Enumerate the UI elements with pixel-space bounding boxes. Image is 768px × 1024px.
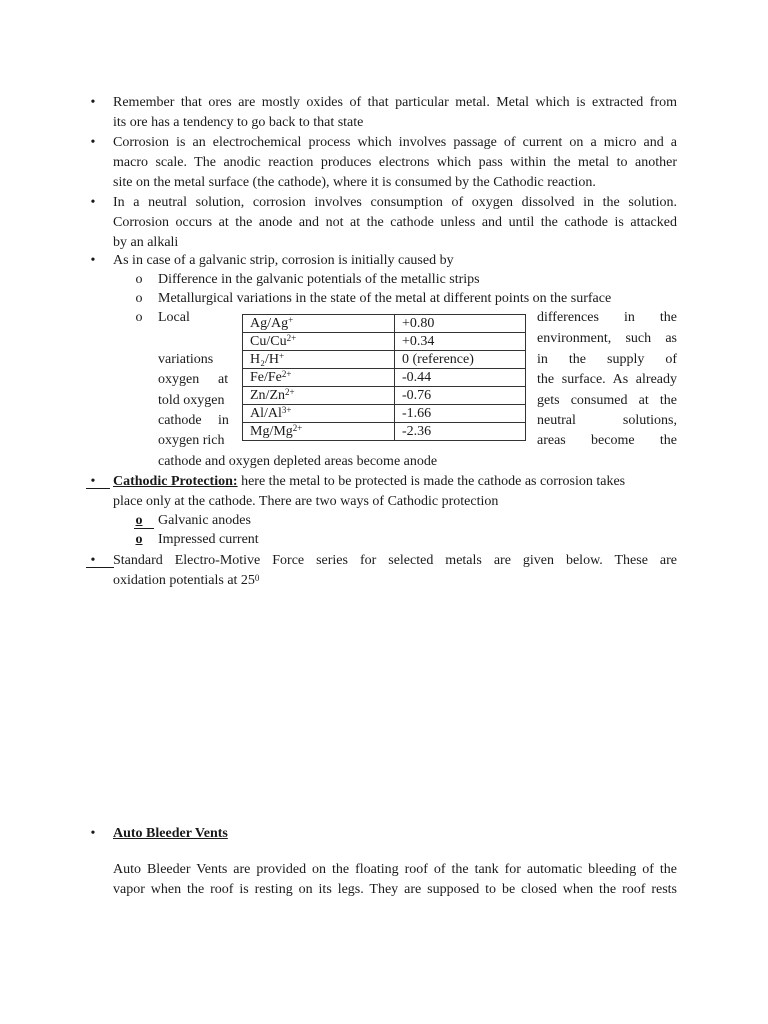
paragraph-line: by an alkali: [113, 235, 179, 250]
table-row: [243, 333, 526, 351]
sub-bullet-marker: o: [135, 291, 143, 306]
wrapped-text-right: environment, such as: [537, 331, 677, 346]
sub-item: Difference in the galvanic potentials of the metallic strips: [158, 272, 480, 287]
table-cell-couple: Ag/Ag+: [243, 315, 395, 333]
wrapped-text-right: in the supply of: [537, 352, 677, 367]
auto-bleeder-heading: Auto Bleeder Vents: [113, 826, 228, 841]
paragraph-line: [113, 472, 677, 492]
emf-text: oxidation potentials at 25: [113, 573, 255, 588]
sub-bullet-marker: o: [135, 310, 143, 325]
table-cell-couple: H₂/H+: [243, 351, 395, 369]
section-heading: [113, 824, 228, 844]
wrapped-text-left: at: [218, 372, 229, 387]
wrapped-text-right: areas become the: [537, 433, 677, 448]
bullet-marker: •: [90, 474, 96, 489]
wrapped-text-left: oxygen: [158, 372, 200, 387]
table-cell-value: -1.66: [395, 405, 526, 423]
bullet-marker: •: [90, 135, 96, 150]
paragraph-line: macro scale. The anodic reaction produces electrons which pass within the metal to another: [113, 155, 677, 170]
table-row: [243, 369, 526, 387]
wrapped-text-right: differences in the: [537, 310, 677, 325]
wrapped-text-left: Local: [158, 310, 190, 325]
wrapped-text-left: cathode: [158, 413, 202, 428]
bullet-marker: •: [90, 553, 96, 568]
paragraph-line: its ore has a tendency to go back to that state: [113, 115, 364, 130]
underline-rule: [86, 567, 114, 568]
wrapped-text-tail: cathode and oxygen depleted areas become anode: [158, 454, 438, 469]
cathodic-text: here the metal to be protected is made the cathode as corrosion takes: [237, 474, 626, 489]
sub-item: Metallurgical variations in the state of the metal at different points on the surface: [158, 291, 612, 306]
paragraph-line: In a neutral solution, corrosion involves consumption of oxygen dissolved in the solution.: [113, 195, 677, 210]
bullet-marker: •: [90, 195, 96, 210]
cathodic-heading: Cathodic Protection:: [113, 474, 238, 489]
bullet-marker: •: [90, 253, 96, 268]
bullet-marker: •: [90, 95, 96, 110]
sub-bullet-marker: o: [135, 272, 143, 287]
wrapped-text-left: told oxygen: [158, 393, 225, 408]
sub-bullet-marker: o: [135, 532, 143, 547]
wrapped-text-right: neutral solutions,: [537, 413, 677, 428]
paragraph-line: [113, 571, 259, 591]
paragraph-line: Auto Bleeder Vents are provided on the floating roof of the tank for automatic bleeding of the: [113, 862, 677, 877]
table-cell-value: -2.36: [395, 423, 526, 441]
table-row: [243, 351, 526, 369]
paragraph-line: place only at the cathode. There are two ways of Cathodic protection: [113, 494, 499, 509]
paragraph-line: As in case of a galvanic strip, corrosion is initially caused by: [113, 253, 454, 268]
paragraph-line: vapor when the roof is resting on its legs. They are supposed to be closed when the roof rests: [113, 882, 677, 897]
wrapped-text-right: the surface. As already: [537, 372, 677, 387]
table-cell-value: 0 (reference): [395, 351, 526, 369]
degree-superscript: 0: [254, 573, 260, 583]
protection-way: Impressed current: [158, 532, 259, 547]
sub-bullet-marker: o: [135, 513, 143, 528]
table-cell-value: -0.76: [395, 387, 526, 405]
table-cell-couple: $Cu/Cu^{2+}$: [243, 333, 395, 351]
bullet-marker: •: [90, 826, 96, 841]
table-row: [243, 423, 526, 441]
paragraph-line: Standard Electro-Motive Force series for selected metals are given below. These are: [113, 553, 677, 568]
paragraph-line: site on the metal surface (the cathode), where it is consumed by the Cathodic reaction.: [113, 175, 596, 190]
table-row: [243, 405, 526, 423]
table-row: [243, 315, 526, 333]
wrapped-text-left: oxygen rich: [158, 433, 225, 448]
underline-rule: [86, 488, 110, 489]
table-cell-value: +0.80: [395, 315, 526, 333]
table-cell-couple: $Zn/Zn^{2+}$: [243, 387, 395, 405]
underline-rule: [134, 528, 154, 529]
table-row: [243, 387, 526, 405]
emf-table: [242, 314, 526, 441]
table-cell-value: -0.44: [395, 369, 526, 387]
wrapped-text-right: gets consumed at the: [537, 393, 677, 408]
table-cell-couple: $Mg/Mg^{2+}$: [243, 423, 395, 441]
table-cell-couple: $Al/Al^{3+}$: [243, 405, 395, 423]
protection-way: Galvanic anodes: [158, 513, 251, 528]
table-cell-value: +0.34: [395, 333, 526, 351]
wrapped-text-left: variations: [158, 352, 214, 367]
wrapped-text-left: in: [218, 413, 229, 428]
paragraph-line: Remember that ores are mostly oxides of that particular metal. Metal which is extracted from: [113, 95, 677, 110]
table-cell-couple: $Fe/Fe^{2+}$: [243, 369, 395, 387]
paragraph-line: Corrosion is an electrochemical process which involves passage of current on a micro and a: [113, 135, 677, 150]
paragraph-line: Corrosion occurs at the anode and not at the cathode unless and until the cathode is attacked: [113, 215, 677, 230]
